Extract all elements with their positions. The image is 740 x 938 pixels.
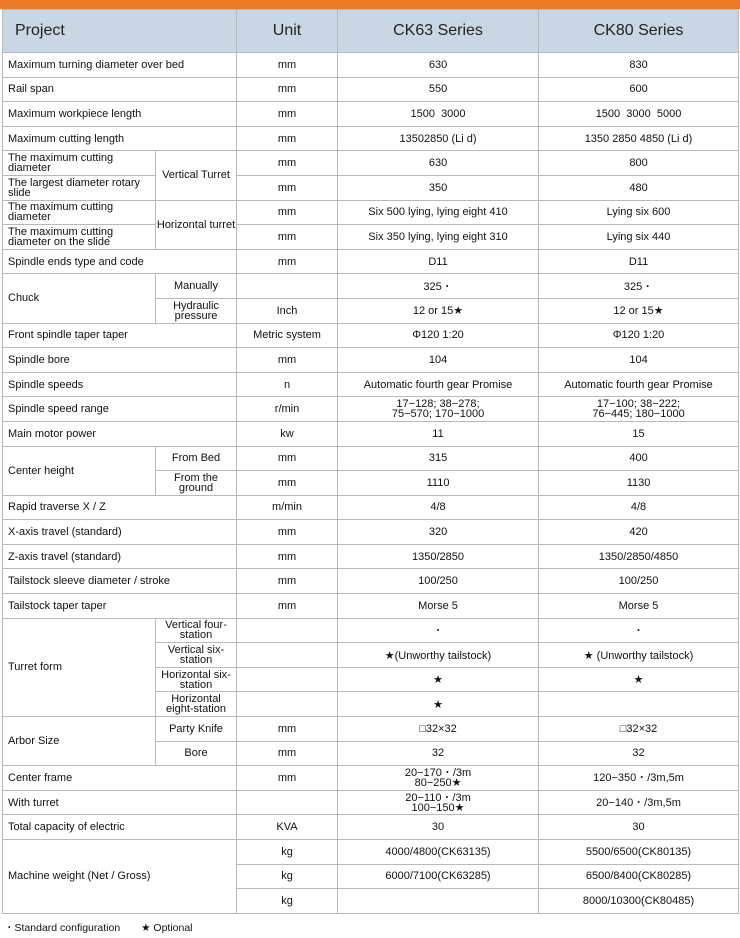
row-label: Maximum workpiece length <box>3 102 237 127</box>
unit-cell: kg <box>237 840 338 865</box>
header-ck80: CK80 Series <box>539 10 739 53</box>
header-row <box>3 10 739 53</box>
ck63-cell: Φ120 1:20 <box>338 323 539 348</box>
ck80-cell: 600 <box>539 77 739 102</box>
table-row <box>3 815 739 840</box>
table-row <box>3 53 739 78</box>
unit-cell <box>237 618 338 643</box>
range-line: 75−570; 170−1000 <box>391 408 485 421</box>
table-row <box>3 520 739 545</box>
row-label: Main motor power <box>3 421 237 446</box>
sub-label: Hydraulic pressure <box>156 298 237 323</box>
turret-line: 100−150★ <box>411 801 465 814</box>
frame-line: 80−250★ <box>414 777 462 790</box>
sub-label: Manually <box>156 274 237 299</box>
ck63-cell: ★ <box>338 692 539 717</box>
unit-cell: mm <box>237 53 338 78</box>
ck80-cell: ★ <box>539 667 739 692</box>
table-row <box>3 544 739 569</box>
unit-cell <box>237 643 338 668</box>
sub-label: From Bed <box>156 446 237 471</box>
frame-line: 20−170・/3m <box>404 767 472 780</box>
unit-cell: mm <box>237 446 338 471</box>
unit-cell: KVA <box>237 815 338 840</box>
table-row <box>3 790 739 815</box>
table-row <box>3 766 739 791</box>
unit-cell: mm <box>237 249 338 274</box>
table-row <box>3 151 739 176</box>
table-row <box>3 77 739 102</box>
row-label: Spindle speed range <box>3 397 237 422</box>
unit-cell: mm <box>237 77 338 102</box>
table-row <box>3 175 739 200</box>
ck80-cell: 30 <box>539 815 739 840</box>
header-project: Project <box>3 10 237 53</box>
ck63-cell: 13502850 (Li d) <box>338 126 539 151</box>
table-row <box>3 569 739 594</box>
ck80-cell: 1350 2850 4850 (Li d) <box>539 126 739 151</box>
table-row <box>3 348 739 373</box>
ck80-cell: 8000/10300(CK80485) <box>539 889 739 914</box>
row-label: Maximum turning diameter over bed <box>3 53 237 78</box>
ck63-cell: 1110 <box>338 471 539 496</box>
ck80-cell: 400 <box>539 446 739 471</box>
sub-label: Horizontal eight-station <box>156 692 237 717</box>
ck80-cell: □32×32 <box>539 717 739 742</box>
table-row <box>3 200 739 225</box>
table-row <box>3 249 739 274</box>
ck80-cell <box>539 397 739 422</box>
ck63-cell: 630 <box>338 151 539 176</box>
unit-cell: mm <box>237 569 338 594</box>
row-label: Turret form <box>3 618 156 716</box>
unit-cell: r/min <box>237 397 338 422</box>
ck80-cell: Automatic fourth gear Promise <box>539 372 739 397</box>
unit-cell: mm <box>237 225 338 250</box>
row-label: Arbor Size <box>3 717 156 766</box>
ck63-cell: ・ <box>338 618 539 643</box>
legend <box>4 920 740 935</box>
row-label: Maximum cutting length <box>3 126 237 151</box>
unit-cell <box>237 692 338 717</box>
row-label: Center frame <box>3 766 237 791</box>
row-label: Front spindle taper taper <box>3 323 237 348</box>
ck80-cell: D11 <box>539 249 739 274</box>
unit-cell: mm <box>237 151 338 176</box>
row-label: The maximum cutting diameter on the slide <box>3 225 156 250</box>
ck63-cell: 325・ <box>338 274 539 299</box>
ck63-cell: ★ <box>338 667 539 692</box>
header-unit: Unit <box>237 10 338 53</box>
ck63-cell: 30 <box>338 815 539 840</box>
legend-standard: ・Standard configuration <box>4 921 121 934</box>
table-row <box>3 495 739 520</box>
table-row <box>3 717 739 742</box>
ck80-cell: 20−140・/3m,5m <box>539 790 739 815</box>
row-label: With turret <box>3 790 237 815</box>
unit-cell: m/min <box>237 495 338 520</box>
row-label: Spindle bore <box>3 348 237 373</box>
ck63-cell <box>338 397 539 422</box>
unit-cell <box>237 790 338 815</box>
ck63-cell: D11 <box>338 249 539 274</box>
ck80-cell: 325・ <box>539 274 739 299</box>
ck80-cell: ・ <box>539 618 739 643</box>
ck63-cell: 4000/4800(CK63135) <box>338 840 539 865</box>
header-ck63: CK63 Series <box>338 10 539 53</box>
unit-cell <box>237 667 338 692</box>
unit-cell: n <box>237 372 338 397</box>
ck63-cell: 11 <box>338 421 539 446</box>
row-label: Total capacity of electric <box>3 815 237 840</box>
ck80-cell: 32 <box>539 741 739 766</box>
row-label: X-axis travel (standard) <box>3 520 237 545</box>
row-label: Spindle speeds <box>3 372 237 397</box>
ck80-cell: 5500/6500(CK80135) <box>539 840 739 865</box>
unit-cell: mm <box>237 175 338 200</box>
table-row <box>3 102 739 127</box>
range-line: 17−100; 38−222; <box>596 398 681 411</box>
ck63-cell: 1500 3000 <box>338 102 539 127</box>
table-row <box>3 446 739 471</box>
ck63-cell: Six 350 lying, lying eight 310 <box>338 225 539 250</box>
ck80-cell: 1350/2850/4850 <box>539 544 739 569</box>
ck80-cell: Lying six 440 <box>539 225 739 250</box>
ck63-cell: 630 <box>338 53 539 78</box>
ck63-cell: 550 <box>338 77 539 102</box>
unit-cell: Metric system <box>237 323 338 348</box>
row-label: Rail span <box>3 77 237 102</box>
unit-cell: kg <box>237 889 338 914</box>
sub-label: Vertical six-station <box>156 643 237 668</box>
unit-cell: mm <box>237 520 338 545</box>
ck63-cell: 104 <box>338 348 539 373</box>
ck80-cell: 830 <box>539 53 739 78</box>
row-label: Center height <box>3 446 156 495</box>
row-label: Rapid traverse X / Z <box>3 495 237 520</box>
row-label: Machine weight (Net / Gross) <box>3 840 237 914</box>
table-row <box>3 126 739 151</box>
ck80-cell: 104 <box>539 348 739 373</box>
group-label: Vertical Turret <box>156 151 237 200</box>
unit-cell: mm <box>237 126 338 151</box>
ck63-cell: 6000/7100(CK63285) <box>338 864 539 889</box>
ck80-cell: 420 <box>539 520 739 545</box>
ck63-cell: □32×32 <box>338 717 539 742</box>
ck80-cell: 800 <box>539 151 739 176</box>
ck80-cell: 4/8 <box>539 495 739 520</box>
ck80-cell: 12 or 15★ <box>539 298 739 323</box>
unit-cell: mm <box>237 102 338 127</box>
sub-label: Party Knife <box>156 717 237 742</box>
unit-cell: mm <box>237 717 338 742</box>
table-row <box>3 323 739 348</box>
ck63-cell: 320 <box>338 520 539 545</box>
table-row <box>3 372 739 397</box>
group-label: Horizontal turret <box>156 200 237 249</box>
turret-line: 20−110・/3m <box>405 791 471 804</box>
unit-cell: kg <box>237 864 338 889</box>
row-label: The maximum cutting diameter <box>3 200 156 225</box>
ck80-cell: ★ (Unworthy tailstock) <box>539 643 739 668</box>
ck63-cell: 350 <box>338 175 539 200</box>
unit-cell <box>237 274 338 299</box>
ck80-cell: Φ120 1:20 <box>539 323 739 348</box>
table-row <box>3 840 739 865</box>
table-row <box>3 397 739 422</box>
row-label: The maximum cutting diameter <box>3 151 156 176</box>
unit-cell: mm <box>237 766 338 791</box>
row-label: Tailstock sleeve diameter / stroke <box>3 569 237 594</box>
ck63-cell: ★(Unworthy tailstock) <box>338 643 539 668</box>
spec-table <box>2 9 739 914</box>
unit-cell: mm <box>237 348 338 373</box>
ck80-cell: 100/250 <box>539 569 739 594</box>
row-label: Spindle ends type and code <box>3 249 237 274</box>
row-label: Z-axis travel (standard) <box>3 544 237 569</box>
sub-label: Vertical four-station <box>156 618 237 643</box>
ck63-cell <box>338 766 539 791</box>
ck63-cell: 315 <box>338 446 539 471</box>
table-row <box>3 274 739 299</box>
ck63-cell <box>338 790 539 815</box>
unit-cell: Inch <box>237 298 338 323</box>
ck80-cell: 1500 3000 5000 <box>539 102 739 127</box>
ck63-cell: Morse 5 <box>338 594 539 619</box>
ck80-cell: 120−350・/3m,5m <box>539 766 739 791</box>
ck80-cell: 6500/8400(CK80285) <box>539 864 739 889</box>
row-label: Tailstock taper taper <box>3 594 237 619</box>
sub-label: From the ground <box>156 471 237 496</box>
ck63-cell: 32 <box>338 741 539 766</box>
unit-cell: mm <box>237 544 338 569</box>
ck80-cell: Lying six 600 <box>539 200 739 225</box>
ck80-cell: 15 <box>539 421 739 446</box>
ck63-cell: 1350/2850 <box>338 544 539 569</box>
ck63-cell: Six 500 lying, lying eight 410 <box>338 200 539 225</box>
ck80-cell: Morse 5 <box>539 594 739 619</box>
ck63-cell: 4/8 <box>338 495 539 520</box>
table-row <box>3 594 739 619</box>
unit-cell: kw <box>237 421 338 446</box>
row-label: Chuck <box>3 274 156 323</box>
sub-label: Horizontal six-station <box>156 667 237 692</box>
table-row <box>3 421 739 446</box>
unit-cell: mm <box>237 471 338 496</box>
ck63-cell: 12 or 15★ <box>338 298 539 323</box>
accent-bar <box>0 0 740 9</box>
range-line: 76−445; 180−1000 <box>592 408 685 421</box>
ck80-cell: 480 <box>539 175 739 200</box>
unit-cell: mm <box>237 741 338 766</box>
legend-optional: ★ Optional <box>141 921 193 934</box>
unit-cell: mm <box>237 200 338 225</box>
range-line: 17−128; 38−278; <box>396 398 480 411</box>
ck63-cell: Automatic fourth gear Promise <box>338 372 539 397</box>
ck63-cell: 100/250 <box>338 569 539 594</box>
table-row <box>3 618 739 643</box>
unit-cell: mm <box>237 594 338 619</box>
ck63-cell <box>338 889 539 914</box>
sub-label: Bore <box>156 741 237 766</box>
row-label: The largest diameter rotary slide <box>3 175 156 200</box>
ck80-cell: 1130 <box>539 471 739 496</box>
ck80-cell <box>539 692 739 717</box>
table-row <box>3 225 739 250</box>
